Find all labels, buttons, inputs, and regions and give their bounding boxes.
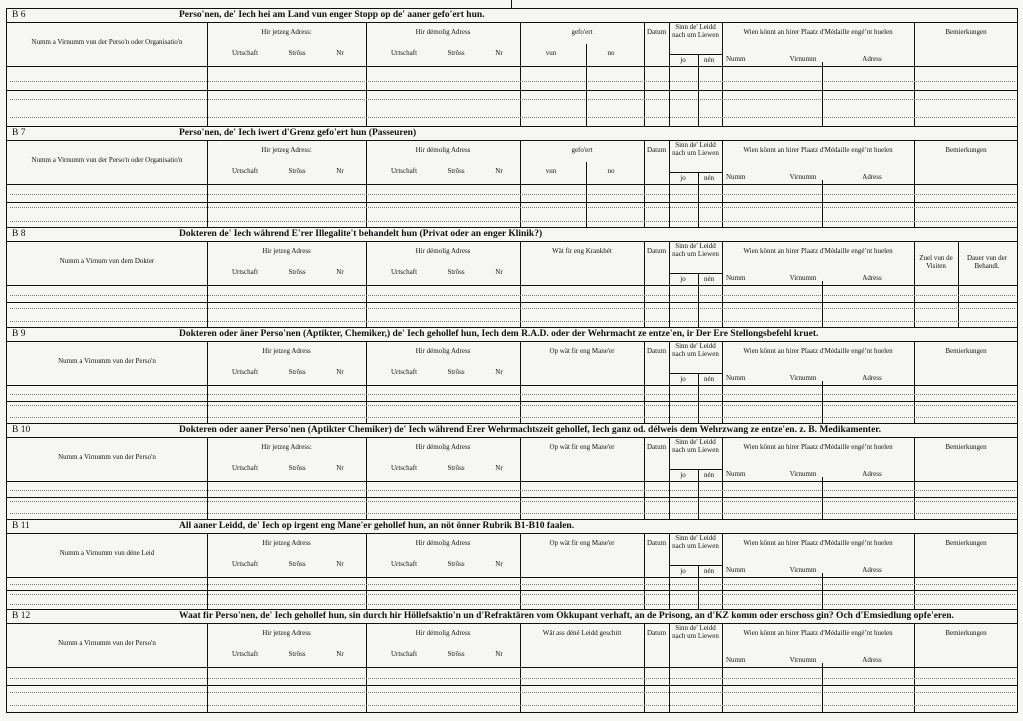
sub-urtschaft: Urtschaft [231, 268, 259, 276]
fill-in-line[interactable] [10, 417, 1015, 418]
sub-urtschaft: Urtschaft [390, 650, 418, 658]
sub-nr: Nr [336, 368, 344, 376]
fill-in-line[interactable] [10, 692, 1015, 693]
current-address-header: Hir jetzeg Adress: [261, 146, 312, 154]
section-b9 [7, 327, 1017, 423]
sub-adress: Adress [862, 173, 882, 181]
header-divider [7, 184, 1017, 185]
sub-urtschaft: Urtschaft [231, 650, 259, 658]
header-divider [7, 577, 1017, 578]
alive-header: Sinn de' Leidd nach um Liewen [672, 23, 719, 39]
sub-yes: jo [680, 174, 686, 182]
name-column-header: Numm a Virnumm vun der Perso'n [58, 639, 156, 647]
row-divider [7, 202, 1017, 203]
fill-in-line[interactable] [10, 490, 1015, 491]
sub-strooss: Strôss [288, 368, 306, 376]
header-divider [7, 667, 1017, 668]
alive-header: Sinn de' Leidd nach um Liewen [672, 438, 719, 454]
sub-from: vun [545, 167, 557, 175]
sub-virnumm: Virnumm [789, 274, 817, 282]
sub-urtschaft: Urtschaft [390, 268, 418, 276]
name-column-header: Numm a Virnumm vun der Perso'n oder Organisatio'n [31, 38, 183, 46]
header-divider [7, 285, 1017, 286]
column-divider [914, 22, 915, 126]
remarks-header: Bemierkungen [945, 443, 987, 451]
fill-in-line[interactable] [10, 194, 1015, 195]
section-title: All aaner Leidd, de' Iech op irgent eng Mane'er gehollef hun, an nöt önner Rubrik B1-B10 faalen. [179, 521, 575, 531]
fill-in-line[interactable] [10, 221, 1015, 222]
sub-adress: Adress [862, 656, 882, 664]
section-title: Dokteren oder aaner Perso'nen (Aptikter Chemiker) de' Iech während Erer Wehrmachtszeit gehollef, Iech ganz od. délweis dem Wehrzwang ze entze'en. z. B. Medikamenter. [179, 425, 882, 435]
sub-strooss: Strôss [447, 49, 465, 57]
sub-adress: Adress [862, 470, 882, 478]
sub-virnumm: Virnumm [789, 55, 817, 63]
subcolumn-divider [698, 54, 699, 126]
section-code: B 7 [12, 128, 26, 138]
remarks-header: Bemierkungen [945, 539, 987, 547]
column-divider [669, 533, 670, 610]
column-divider [914, 623, 915, 713]
column-divider [914, 341, 915, 424]
date-header: Datum [646, 347, 667, 355]
medal-header: Wien könnt an hirer Plaatz d'Médaille engéʼnt huelen [743, 443, 893, 451]
sub-no: nén [703, 567, 715, 575]
sub-nr: Nr [495, 268, 503, 276]
sub-virnumm: Virnumm [789, 566, 817, 574]
section-b10 [7, 423, 1017, 519]
fill-in-line[interactable] [10, 308, 1015, 309]
fill-in-line[interactable] [10, 705, 1015, 706]
sub-strooss: Strôss [288, 268, 306, 276]
fill-in-line[interactable] [10, 501, 1015, 502]
fill-in-line[interactable] [10, 678, 1015, 679]
sub-yes: jo [680, 567, 686, 575]
remarks-header: Bemierkungen [945, 28, 987, 36]
sub-nr: Nr [336, 268, 344, 276]
current-address-header: Hir jetzeg Adress [262, 539, 311, 547]
sub-numm: Numm [726, 274, 746, 282]
sub-urtschaft: Urtschaft [390, 49, 418, 57]
sub-nr: Nr [495, 650, 503, 658]
medal-header: Wien könnt an hirer Plaatz d'Médaille engéʼnt huelen [743, 347, 893, 355]
sub-strooss: Strôss [447, 368, 465, 376]
column-divider [722, 533, 723, 610]
medal-header: Wien könnt an hirer Plaatz d'Médaille engéʼnt huelen [743, 146, 893, 154]
sub-urtschaft: Urtschaft [390, 167, 418, 175]
sub-nr: Nr [495, 368, 503, 376]
fill-in-line[interactable] [10, 207, 1015, 208]
row-divider [7, 590, 1017, 591]
sub-numm: Numm [726, 173, 746, 181]
column-divider [520, 22, 521, 126]
sub-numm: Numm [726, 470, 746, 478]
visits-header: Zuel vun de Visiten [919, 254, 953, 270]
section-b12 [7, 609, 1017, 712]
sub-no: nén [703, 56, 715, 64]
medal-header: Wien könnt an hirer Plaatz d'Médaille engéʼnt huelen [743, 28, 893, 36]
column-divider [207, 22, 208, 126]
section-header [7, 328, 1017, 342]
column-divider [644, 22, 645, 126]
column-divider [914, 437, 915, 520]
section-header [7, 9, 1017, 23]
sub-urtschaft: Urtschaft [231, 167, 259, 175]
current-address-header: Hir jetzeg Adress: [261, 28, 312, 36]
subcolumn-divider [822, 281, 823, 328]
section-header [7, 610, 1017, 624]
sub-urtschaft: Urtschaft [390, 464, 418, 472]
old-address-header: Hir démolig Adress [415, 629, 471, 637]
row-divider [7, 90, 1017, 91]
subcolumn-divider [822, 477, 823, 520]
medal-header: Wien könnt an hirer Plaatz d'Médaille engéʼnt huelen [743, 247, 893, 255]
header-divider [7, 481, 1017, 482]
fill-in-line[interactable] [10, 405, 1015, 406]
fill-in-line[interactable] [10, 394, 1015, 395]
sub-nr: Nr [495, 464, 503, 472]
sub-numm: Numm [726, 55, 746, 63]
date-header: Datum [646, 146, 667, 154]
sub-strooss: Strôss [447, 560, 465, 568]
remarks-header: Bemierkungen [945, 629, 987, 637]
remarks-header: Bemierkungen [945, 347, 987, 355]
sub-strooss: Strôss [288, 464, 306, 472]
section-title: Perso'nen, de' Iech iwert d'Grenz gefo'ert hun (Passeuren) [179, 128, 417, 138]
section-code: B 12 [12, 611, 31, 621]
sub-strooss: Strôss [447, 268, 465, 276]
fill-in-line[interactable] [10, 117, 1015, 118]
column-divider [722, 341, 723, 424]
date-header: Datum [646, 539, 667, 547]
subcolumn-divider [822, 180, 823, 228]
sub-nr: Nr [336, 650, 344, 658]
extra-column-header: Op wät fir eng Mane'er [549, 347, 615, 355]
sub-from: vun [545, 49, 557, 57]
extra-column-header: gefo'ert [571, 146, 593, 154]
section-code: B 11 [12, 521, 30, 531]
top-tick [511, 0, 512, 8]
name-column-header: Numm a Virnum vun dem Dokter [59, 257, 155, 265]
column-divider [669, 623, 670, 713]
row-divider [7, 685, 1017, 686]
medal-header: Wien könnt an hirer Plaatz d'Médaille engéʼnt huelen [743, 629, 893, 637]
subheader-divider [669, 54, 722, 55]
subheader-divider [669, 469, 722, 470]
sub-virnumm: Virnumm [789, 470, 817, 478]
sub-no: nén [703, 174, 715, 182]
section-header [7, 127, 1017, 141]
extra-column-header: Wät ass déné Leidd geschitt [542, 629, 622, 637]
column-divider [366, 22, 367, 126]
sub-strooss: Strôss [288, 49, 306, 57]
subcolumn-divider [822, 663, 823, 713]
sub-adress: Adress [862, 566, 882, 574]
current-address-header: Hir jetzeg Adress [262, 347, 311, 355]
fill-in-line[interactable] [10, 513, 1015, 514]
column-divider [669, 437, 670, 520]
registration-form [6, 8, 1018, 713]
sub-yes: jo [680, 275, 686, 283]
sub-no: nén [703, 275, 715, 283]
section-code: B 10 [12, 425, 31, 435]
section-title: Waat fir Perso'nen, de' Iech gehollef hun, sin durch hir Höllefsaktio'n un d'Refraktären vom Okkupant verhaft, an de Prisong, an d'KZ komm oder erschoss gin? Och d'Emsiedlung opfe'eren. [179, 611, 954, 621]
row-divider [7, 302, 1017, 303]
sub-strooss: Strôss [288, 560, 306, 568]
sub-to: no [607, 49, 615, 57]
subcolumn-divider [822, 62, 823, 126]
alive-header: Sinn de' Leidd nach um Liewen [672, 242, 719, 258]
old-address-header: Hir démolig Adress [415, 247, 471, 255]
subheader-divider [669, 273, 722, 274]
section-b6 [7, 9, 1017, 126]
name-column-header: Numm a Virnumm vun der Perso'n oder Organisatio'n [31, 156, 183, 164]
alive-header: Sinn de' Leidd nach um Liewen [672, 141, 719, 157]
header-divider [7, 385, 1017, 386]
old-address-header: Hir démolig Adress [415, 539, 471, 547]
sub-virnumm: Virnumm [789, 374, 817, 382]
subcolumn-divider [822, 381, 823, 424]
section-title: Dokteren de' Iech während E'rer Illegalite't behandelt hun (Privat oder an enger Klinik?) [179, 229, 543, 239]
section-header [7, 424, 1017, 438]
duration-header: Dauer vun der Behandl. [966, 254, 1008, 270]
fill-in-line[interactable] [10, 584, 1015, 585]
fill-in-line[interactable] [10, 604, 1015, 605]
header-divider [7, 66, 1017, 67]
sub-yes: jo [680, 471, 686, 479]
sub-no: nén [703, 471, 715, 479]
section-header [7, 520, 1017, 534]
column-divider [669, 22, 670, 126]
section-code: B 9 [12, 329, 26, 339]
old-address-header: Hir démolig Adress [415, 443, 471, 451]
subheader-divider [669, 373, 722, 374]
date-header: Datum [646, 247, 667, 255]
column-divider [722, 22, 723, 126]
sub-numm: Numm [726, 374, 746, 382]
sub-nr: Nr [336, 167, 344, 175]
sub-strooss: Strôss [288, 650, 306, 658]
sub-virnumm: Virnumm [789, 173, 817, 181]
row-divider [7, 401, 1017, 402]
extra-column-header: Op wät fir eng Mane'er [549, 539, 615, 547]
column-divider [722, 437, 723, 520]
fill-in-line[interactable] [10, 81, 1015, 82]
sub-strooss: Strôss [447, 167, 465, 175]
sub-strooss: Strôss [288, 167, 306, 175]
name-column-header: Numm a Virnumm vun der Perso'n [58, 453, 156, 461]
subcolumn-divider [822, 573, 823, 610]
old-address-header: Hir démolig Adress [415, 146, 471, 154]
sub-yes: jo [680, 56, 686, 64]
section-code: B 8 [12, 229, 26, 239]
section-b11 [7, 519, 1017, 609]
sub-nr: Nr [495, 49, 503, 57]
section-b7 [7, 126, 1017, 227]
current-address-header: Hir jetzeg Adress [262, 629, 311, 637]
sub-nr: Nr [336, 464, 344, 472]
sub-yes: jo [680, 375, 686, 383]
sub-nr: Nr [495, 167, 503, 175]
date-header: Datum [646, 28, 667, 36]
column-divider [669, 341, 670, 424]
fill-in-line[interactable] [10, 321, 1015, 322]
sub-nr: Nr [495, 560, 503, 568]
sub-urtschaft: Urtschaft [390, 368, 418, 376]
fill-in-line[interactable] [10, 99, 1015, 100]
alive-header: Sinn de' Leidd nach um Liewen [672, 342, 719, 358]
column-divider [914, 533, 915, 610]
extra-column-header: Op wät fir eng Mane'er [549, 443, 615, 451]
alive-header: Sinn de' Leidd nach um Liewen [672, 624, 719, 640]
extra-column-header: Wät fir eng Krankhét [552, 247, 612, 255]
fill-in-line[interactable] [10, 594, 1015, 595]
subheader-divider [669, 565, 722, 566]
sub-urtschaft: Urtschaft [231, 464, 259, 472]
section-header [7, 228, 1017, 242]
sub-urtschaft: Urtschaft [231, 49, 259, 57]
alive-header: Sinn de' Leidd nach um Liewen [672, 534, 719, 550]
sub-to: no [607, 167, 615, 175]
remarks-header: Bemierkungen [945, 146, 987, 154]
sub-virnumm: Virnumm [789, 656, 817, 664]
column-divider [722, 623, 723, 713]
sub-adress: Adress [862, 274, 882, 282]
extra-column-header: gefo'ert [571, 28, 593, 36]
fill-in-line[interactable] [10, 295, 1015, 296]
section-title: Dokteren oder äner Perso'nen (Aptikter, Chemiker,) de' Iech gehollef hun, Iech dem R.A.D. oder der Wehrmacht ze entze'en, ir Der Ere Stellongsbefehl kruet. [179, 329, 819, 339]
old-address-header: Hir démolig Adress [415, 347, 471, 355]
section-b8 [7, 227, 1017, 327]
row-divider [7, 497, 1017, 498]
sub-numm: Numm [726, 566, 746, 574]
sub-nr: Nr [336, 49, 344, 57]
subheader-divider [669, 172, 722, 173]
medal-header: Wien könnt an hirer Plaatz d'Médaille engéʼnt huelen [743, 539, 893, 547]
sub-strooss: Strôss [447, 650, 465, 658]
current-address-header: Hir jetzeg Adress [262, 247, 311, 255]
sub-numm: Numm [726, 656, 746, 664]
current-address-header: Hir jetzeg Adress: [261, 443, 312, 451]
sub-no: nén [703, 375, 715, 383]
section-title: Perso'nen, de' Iech hei am Land vun enger Stopp op de' aaner gefo'ert hun. [179, 10, 485, 20]
section-code: B 6 [12, 10, 26, 20]
name-column-header: Numm a Virnumm vun déne Leid [59, 549, 155, 557]
sub-strooss: Strôss [447, 464, 465, 472]
old-address-header: Hir démolig Adress [415, 28, 471, 36]
date-header: Datum [646, 629, 667, 637]
name-column-header: Numm a Virnumm vun der Perso'n [58, 357, 156, 365]
sub-adress: Adress [862, 374, 882, 382]
sub-urtschaft: Urtschaft [231, 560, 259, 568]
sub-nr: Nr [336, 560, 344, 568]
sub-urtschaft: Urtschaft [390, 560, 418, 568]
date-header: Datum [646, 443, 667, 451]
sub-adress: Adress [862, 55, 882, 63]
sub-urtschaft: Urtschaft [231, 368, 259, 376]
